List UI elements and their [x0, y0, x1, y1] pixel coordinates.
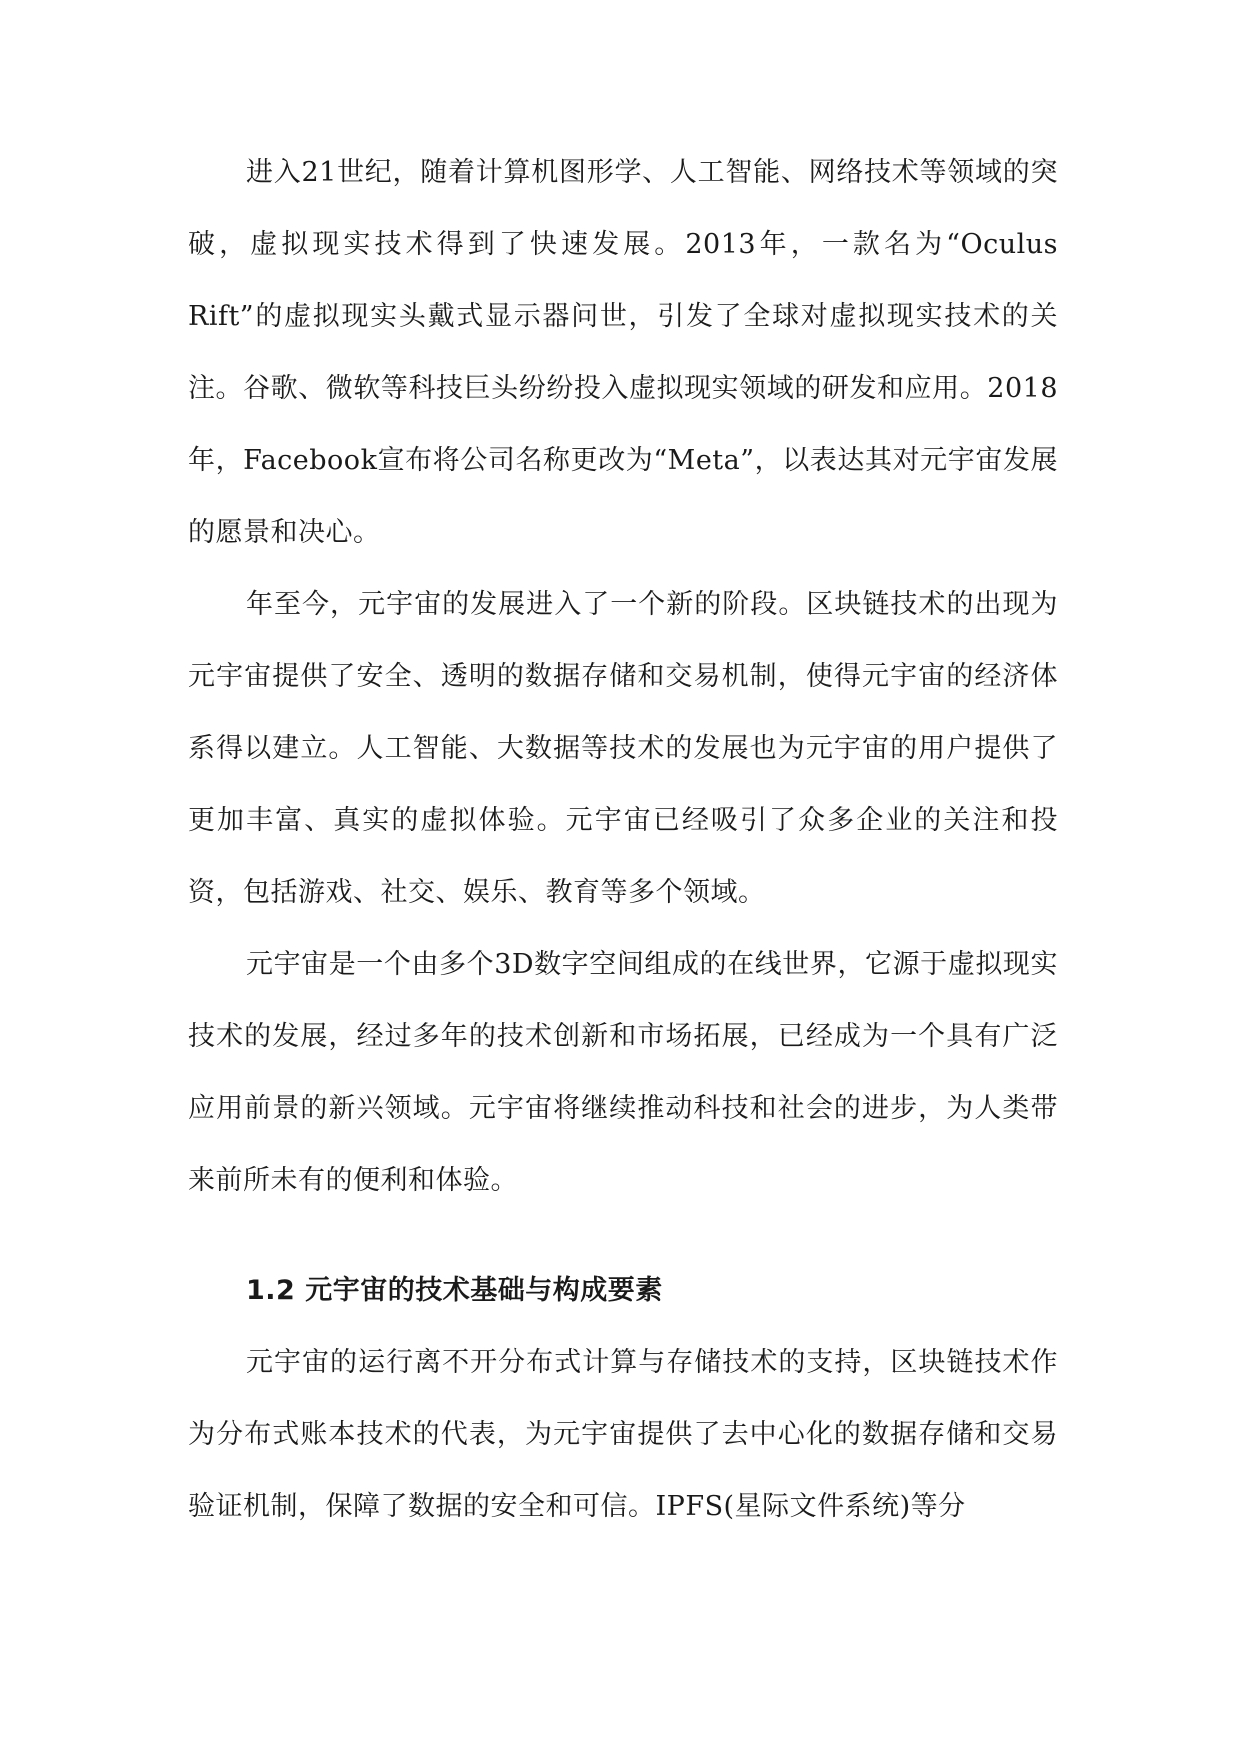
paragraph-vr-history: 进入21世纪，随着计算机图形学、人工智能、网络技术等领域的突破，虚拟现实技术得到了快速发展。2013年，一款名为“Oculus Rift”的虚拟现实头戴式显示器问世，引发了全球对虚拟现实技术的关注。谷歌、微软等科技巨头纷纷投入虚拟现实领域的研发和应用。2018年，Facebook宣布将公司名称更改为“Meta”，以表达其对元宇宙发展的愿景和决心。 — [188, 157, 1058, 548]
document-body — [188, 137, 1058, 1543]
paragraph-distributed-computing: 元宇宙的运行离不开分布式计算与存储技术的支持，区块链技术作为分布式账本技术的代表，为元宇宙提供了去中心化的数据存储和交易验证机制，保障了数据的安全和可信。IPFS(星际文件系统)等分 — [188, 1347, 1058, 1522]
paragraph-metaverse-definition: 元宇宙是一个由多个3D数字空间组成的在线世界，它源于虚拟现实技术的发展，经过多年的技术创新和市场拓展，已经成为一个具有广泛应用前景的新兴领域。元宇宙将继续推动科技和社会的进步，为人类带来前所未有的便利和体验。 — [188, 949, 1058, 1196]
paragraph-metaverse-new-stage: 年至今，元宇宙的发展进入了一个新的阶段。区块链技术的出现为元宇宙提供了安全、透明的数据存储和交易机制，使得元宇宙的经济体系得以建立。人工智能、大数据等技术的发展也为元宇宙的用户提供了更加丰富、真实的虚拟体验。元宇宙已经吸引了众多企业的关注和投资，包括游戏、社交、娱乐、教育等多个领域。 — [188, 589, 1058, 908]
section-heading-1-2: 1.2 元宇宙的技术基础与构成要素 — [246, 1275, 663, 1306]
